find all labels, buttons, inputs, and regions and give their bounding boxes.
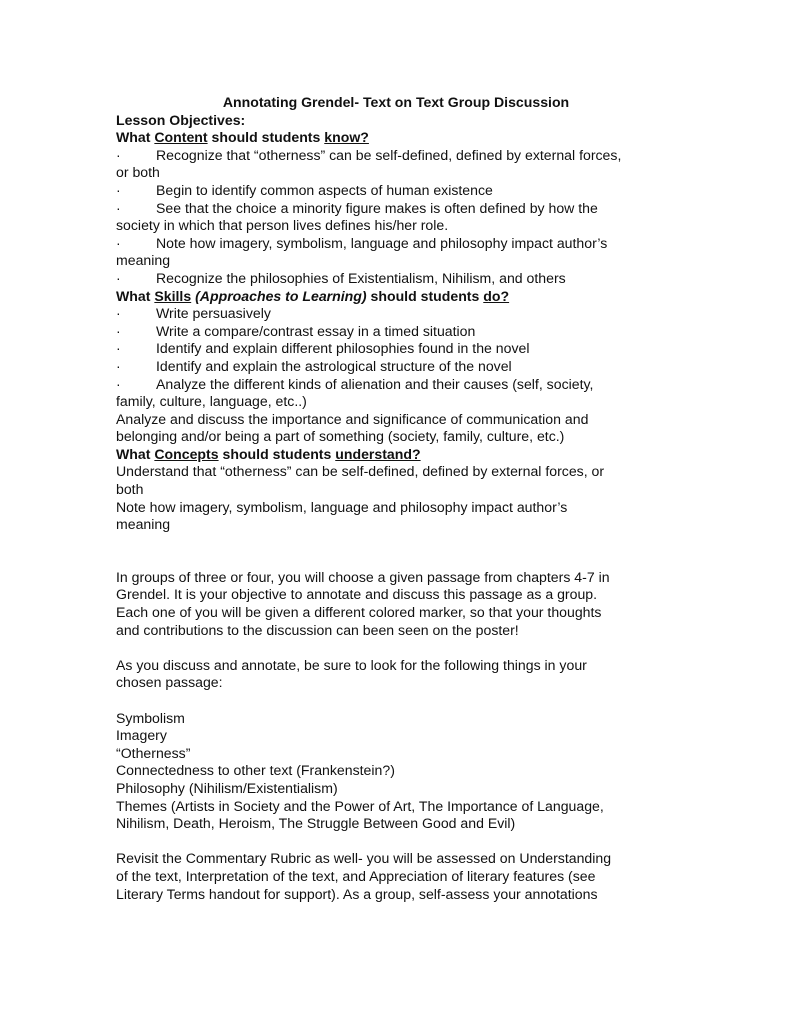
instructions-paragraph [116,569,676,639]
skills-question [116,288,676,306]
bullet-dot: · [116,322,121,339]
bullet-text: See that the choice a minority figure makes is often defined by how the [156,199,598,216]
document-page [116,94,676,903]
skills-bullet-item [116,323,676,341]
bullet-line [116,270,676,288]
skills-bullet-item [116,376,676,411]
look-for-item: Philosophy (Nihilism/Existentialism) [116,779,338,796]
bullet-line [116,358,676,376]
content-q-pre: What [116,129,155,146]
bullet-line [116,217,676,235]
rubric-line: Literary Terms handout for support). As a group, self-assess your annotations [116,885,598,902]
concepts-q-mid: should students [218,445,336,462]
rubric-line: Revisit the Commentary Rubric as well- you will be assessed on Understanding [116,850,612,867]
content-q-mid: should students [207,129,325,146]
look-for-paragraph [116,657,676,692]
content-q-end: know? [324,129,369,146]
rubric-paragraph [116,850,676,903]
bullet-line [116,147,676,165]
bullet-dot: · [116,181,121,198]
bullet-dot: · [116,146,121,163]
bullet-dot: · [116,234,121,251]
instructions-line: In groups of three or four, you will choose a given passage from chapters 4-7 in [116,568,610,585]
look-for-item: Symbolism [116,709,185,726]
instructions-line: Each one of you will be given a different colored marker, so that your thoughts [116,604,602,621]
bullet-dot: · [116,375,121,392]
skills-extra-line: belonging and/or being a part of something (society, family, culture, etc.) [116,428,565,445]
bullet-line [116,235,676,253]
content-q-key: Content [154,129,208,146]
bullet-text: Recognize that “otherness” can be self-defined, defined by external forces, [156,146,622,163]
content-bullet-item [116,270,676,288]
content-question [116,129,676,147]
bullet-text: Write persuasively [156,305,271,322]
concepts-line: both [116,481,144,498]
bullet-text: Recognize the philosophies of Existentialism, Nihilism, and others [156,269,566,286]
bullet-text: or both [116,164,160,181]
content-bullet-item [116,147,676,182]
bullet-line [116,393,676,411]
look-for-item: Nihilism, Death, Heroism, The Struggle Between Good and Evil) [116,815,516,832]
bullet-line [116,376,676,394]
concepts-q-key: Concepts [154,445,219,462]
bullet-line [116,200,676,218]
bullet-text: meaning [116,252,171,269]
look-for-item: “Otherness” [116,744,191,761]
bullet-text: Note how imagery, symbolism, language and philosophy impact author’s [156,234,608,251]
bullet-dot: · [116,357,121,374]
bullet-dot: · [116,199,121,216]
look-for-list [116,710,676,833]
skills-q-end: do? [483,287,510,304]
concepts-line: Note how imagery, symbolism, language and philosophy impact author’s [116,498,568,515]
bullet-dot: · [116,340,121,357]
bullet-line [116,252,676,270]
bullet-text: Identify and explain different philosophies found in the novel [156,340,530,357]
bullet-text: Analyze the different kinds of alienation and their causes (self, society, [156,375,594,392]
skills-q-paren: (Approaches to Learning) [191,287,367,304]
skills-bullet-item [116,305,676,323]
bullet-text: Begin to identify common aspects of human existence [156,181,493,198]
skills-q-key: Skills [154,287,192,304]
instructions-line: Grendel. It is your objective to annotate and discuss this passage as a group. [116,586,598,603]
skills-extra-text [116,411,676,446]
content-bullet-list [116,147,676,288]
skills-bullet-list [116,305,676,411]
look-for-item: Imagery [116,727,167,744]
concepts-line: meaning [116,516,171,533]
skills-q-pre: What [116,287,155,304]
look-for-line: As you discuss and annotate, be sure to look for the following things in your [116,656,587,673]
bullet-text: family, culture, language, etc..) [116,393,307,410]
document-title: Annotating Grendel- Text on Text Group Discussion [222,94,570,110]
look-for-line: chosen passage: [116,674,223,691]
concepts-q-pre: What [116,445,155,462]
objectives-heading: Lesson Objectives: [116,111,246,128]
content-bullet-item [116,235,676,270]
bullet-text: society in which that person lives defines his/her role. [116,217,449,234]
bullet-text: Identify and explain the astrological structure of the novel [156,357,512,374]
skills-extra-line: Analyze and discuss the importance and significance of communication and [116,410,589,427]
bullet-line [116,305,676,323]
concepts-q-end: understand? [335,445,421,462]
content-bullet-item [116,182,676,200]
bullet-dot: · [116,305,121,322]
bullet-line [116,340,676,358]
concepts-text [116,463,676,533]
skills-bullet-item [116,358,676,376]
skills-bullet-item [116,340,676,358]
look-for-item: Themes (Artists in Society and the Power of Art, The Importance of Language, [116,797,604,814]
rubric-line: of the text, Interpretation of the text, and Appreciation of literary features (see [116,867,596,884]
bullet-dot: · [116,269,121,286]
skills-q-mid: should students [366,287,484,304]
bullet-line [116,182,676,200]
look-for-item: Connectedness to other text (Frankenstein?) [116,762,395,779]
content-bullet-item [116,200,676,235]
bullet-line [116,164,676,182]
bullet-line [116,323,676,341]
concepts-question [116,446,676,464]
concepts-line: Understand that “otherness” can be self-defined, defined by external forces, or [116,463,605,480]
bullet-text: Write a compare/contrast essay in a timed situation [156,322,476,339]
instructions-line: and contributions to the discussion can been seen on the poster! [116,621,519,638]
